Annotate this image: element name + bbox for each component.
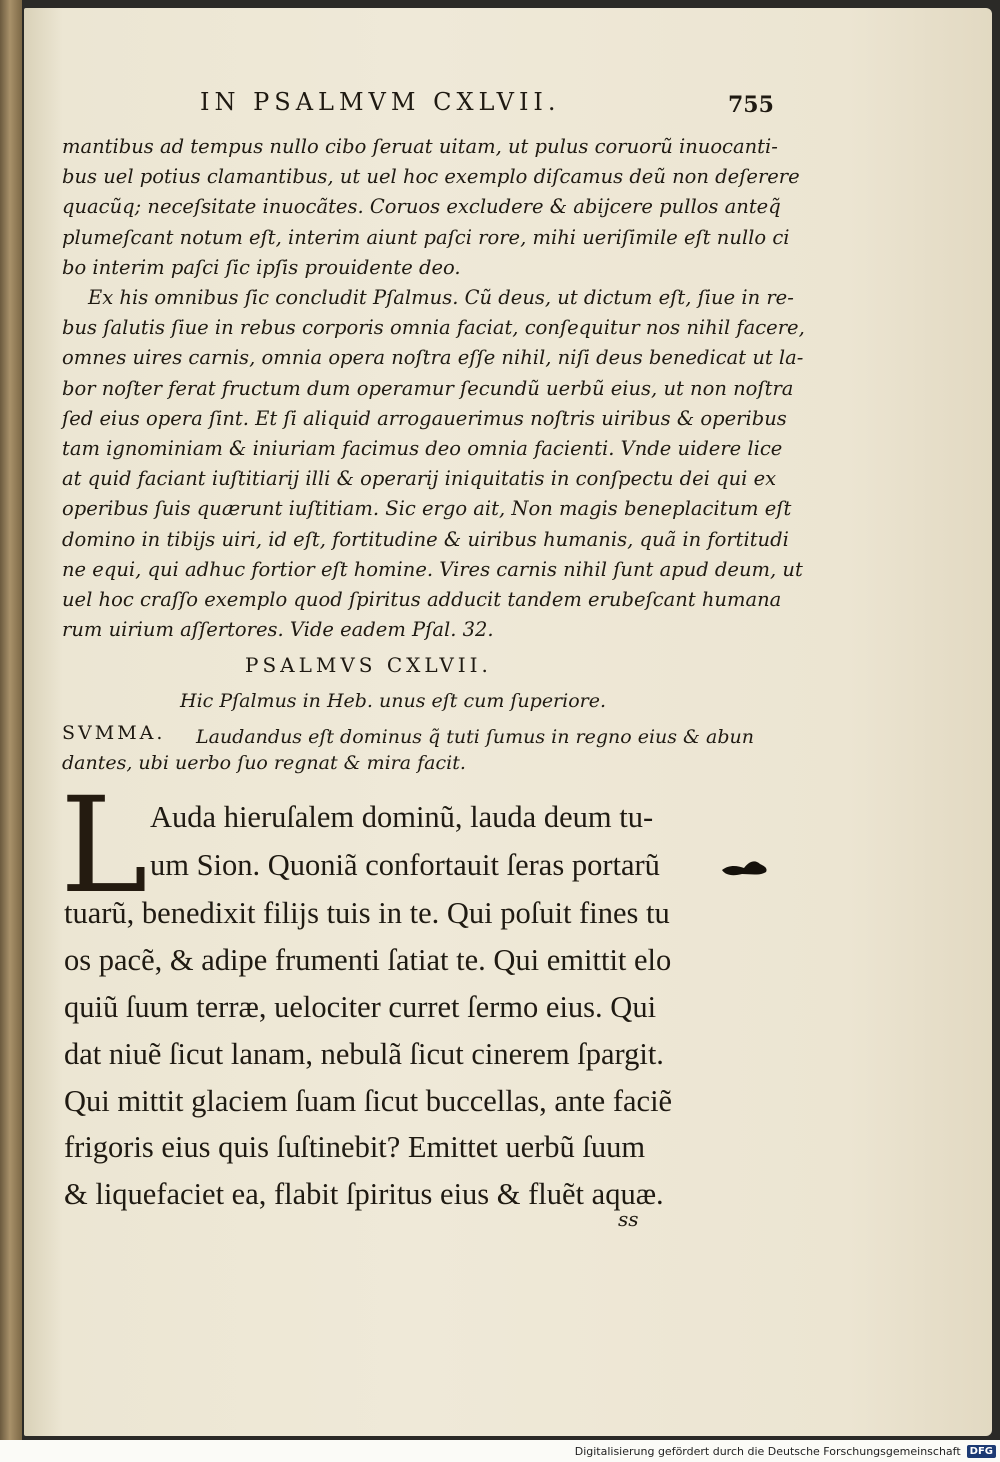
psalm-line: Auda hieruſalem dominũ, lauda deum tu- [150, 800, 654, 834]
commentary-line: bus ſalutis ſiue in rebus corporis omnia faciat, conſequitur nos nihil facere, [62, 316, 805, 340]
psalm-note: Hic Pſalmus in Heb. unus eſt cum ſuperiore. [180, 690, 607, 712]
commentary-line: at quid faciant iuſtitiarij illi & operarij iniquitatis in conſpectu dei qui ex [62, 467, 777, 491]
summa-label: SVMMA. [62, 722, 166, 744]
commentary-line: domino in tibijs uiri, id eſt, fortitudine & uiribus humanis, quã in fortitudi [62, 527, 789, 551]
commentary-line: Ex his omnibus ſic concludit Pſalmus. Cũ deus, ut dictum eſt, ſiue in re- [88, 286, 794, 310]
book-binding-edge [0, 0, 22, 1440]
psalm-line: dat niuẽ ſicut lanam, nebulã ſicut cinerem ſpargit. [64, 1037, 664, 1071]
commentary-line: bo interim paſci ſic ipſis prouidente deo. [62, 255, 461, 279]
psalm-line: quiũ ſuum terræ, uelociter curret ſermo eius. Qui [64, 990, 657, 1024]
commentary-line: omnes uires carnis, omnia opera noſtra eſſe nihil, niſi deus benedicat ut la- [62, 346, 804, 370]
drop-capital: L [60, 769, 148, 923]
digitization-credit [575, 1442, 996, 1460]
psalm-line: um Sion. Quoniã confortauit ſeras portarũ [150, 848, 660, 882]
ink-blot-mark [720, 856, 770, 878]
credit-text: Digitalisierung gefördert durch die Deutsche Forschungsgemeinschaft [574, 1444, 961, 1458]
running-title: IN PSALMVM CXLVII. [200, 88, 561, 116]
commentary-block [62, 132, 805, 645]
psalm-line: Qui mittit glaciem ſuam ſicut buccellas, ante faciẽ [64, 1084, 673, 1118]
commentary-line: mantibus ad tempus nullo cibo ſeruat uitam, ut pulus coruorũ inuocanti- [62, 135, 778, 158]
commentary-line: operibus ſuis quærunt iuſtitiam. Sic ergo ait, Non magis beneplacitum eſt [62, 497, 792, 521]
summa-text: Laudandus eſt dominus q̃ tuti ſumus in regno eius & abun [196, 726, 754, 748]
commentary-line: bus uel potius clamantibus, ut uel hoc exemplo diſcamus deũ non deſerere [62, 165, 800, 189]
commentary-line: plumeſcant notum eſt, interim aiunt paſci rore, mihi ueriſimile eſt nullo ci [62, 225, 790, 249]
psalm-line: tuarũ, benedixit filijs tuis in te. Qui poſuit fines tu [64, 896, 670, 930]
summa-text-continued: dantes, ubi uerbo ſuo regnat & mira facit. [62, 752, 466, 774]
psalm-line: frigoris eius quis ſuſtinebit? Emittet uerbũ ſuum [64, 1130, 646, 1164]
commentary-line: uel hoc craſſo exemplo quod ſpiritus adducit tandem erubeſcant humana [62, 588, 782, 612]
psalm-line: & liquefaciet ea, flabit ſpiritus eius & fluẽt aquæ. [64, 1177, 664, 1211]
folio-number: 755 [728, 92, 774, 118]
psalm-title: PSALMVS CXLVII. [245, 653, 492, 677]
psalm-line: os pacẽ, & adipe frumenti ſatiat te. Qui emittit elo [64, 943, 672, 977]
commentary-line: bor noſter ferat fructum dum operamur ſecundũ uerbũ eius, ut non noſtra [62, 376, 794, 400]
commentary-line: tam ignominiam & iniuriam facimus deo omnia facienti. Vnde uidere lice [62, 437, 783, 461]
commentary-line: quacũq; neceſsitate inuocãtes. Coruos excludere & abijcere pullos anteq̃ [62, 195, 781, 219]
commentary-line: ne equi, qui adhuc fortior eſt homine. Vires carnis nihil ſunt apud deum, ut [62, 557, 803, 581]
commentary-line: ſed eius opera ſint. Et ſi aliquid arrogauerimus noſtris uiribus & operibus [62, 406, 787, 430]
dfg-logo: DFG [967, 1445, 996, 1458]
catchword: ss [618, 1207, 639, 1231]
commentary-line: rum uirium aſſertores. Vide eadem Pſal. 32. [62, 618, 494, 642]
